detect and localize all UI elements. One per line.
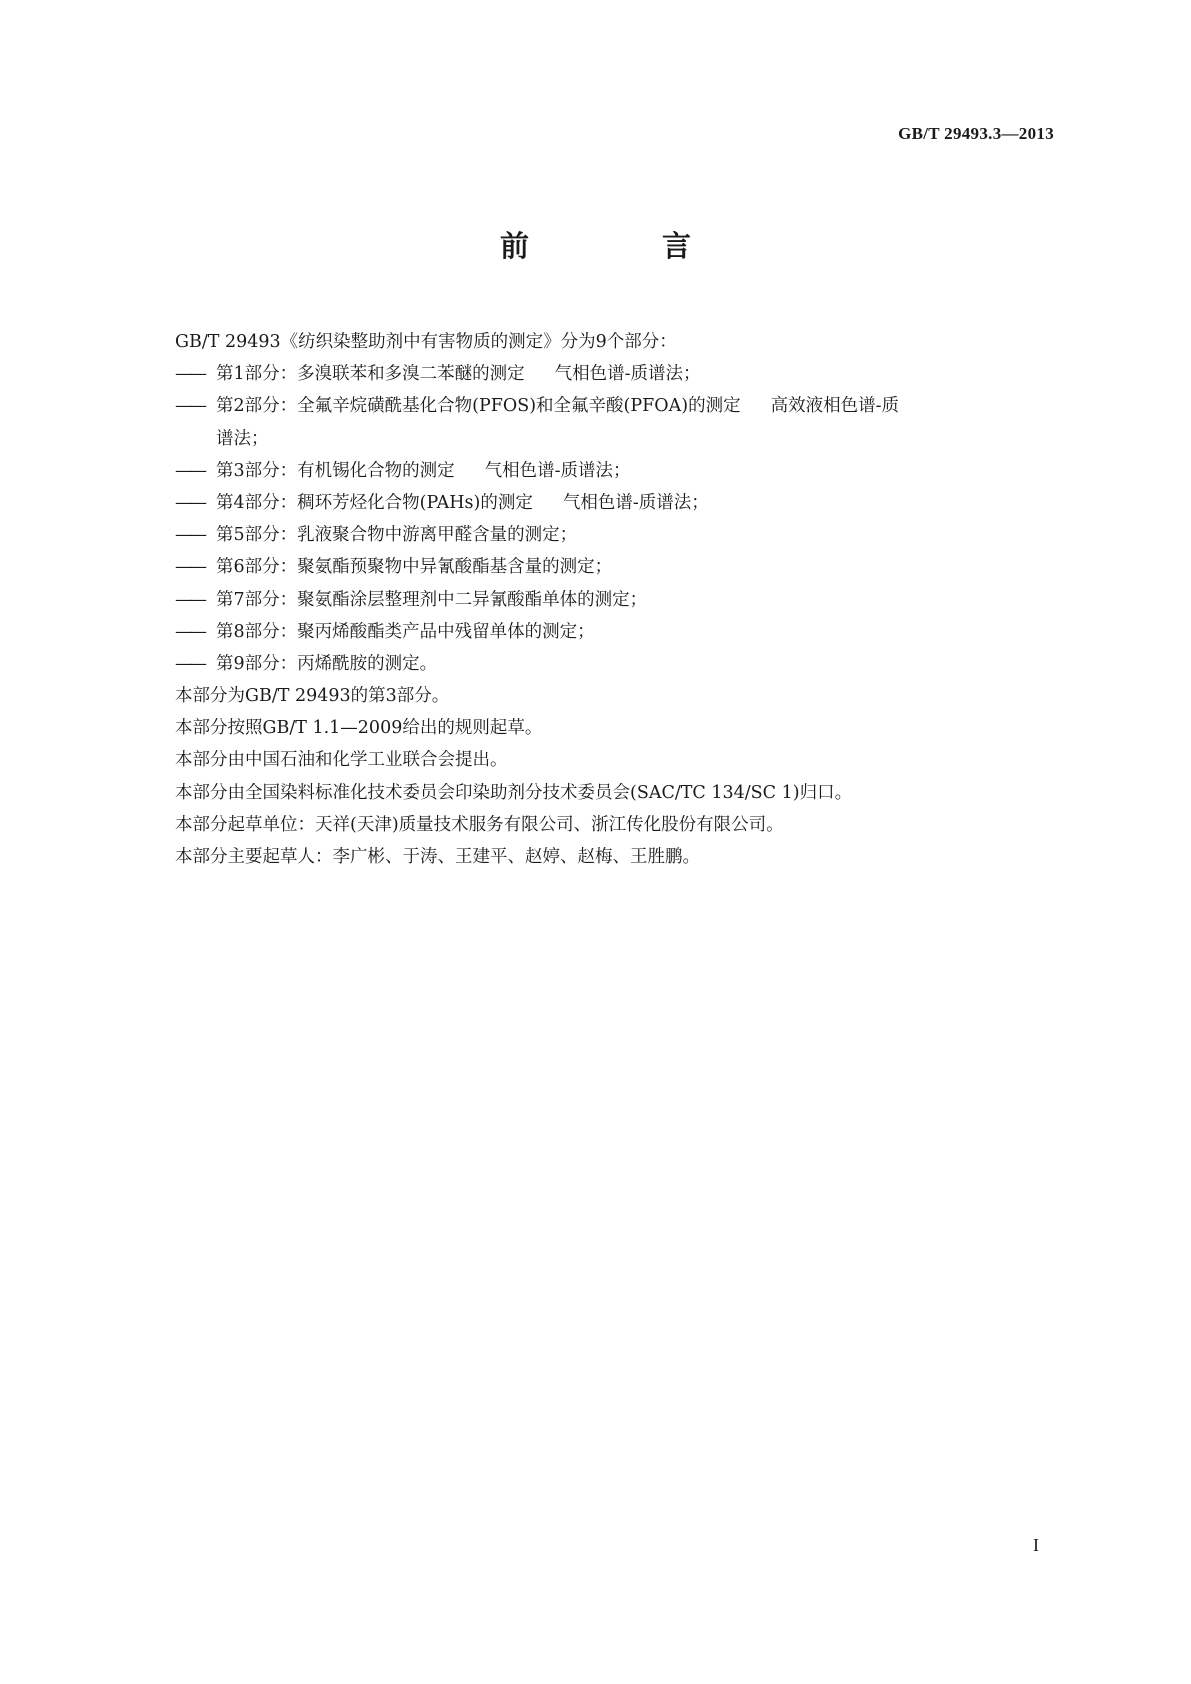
page-number: I: [1033, 1535, 1039, 1555]
part-item-1: [175, 358, 1075, 390]
part-item-8: [175, 616, 1075, 648]
statement-technical-committee: 本部分由全国染料标准化技术委员会印染助剂分技术委员会(SAC/TC 134/SC 1)归口。: [175, 782, 853, 803]
part-item-2: [175, 390, 1075, 422]
list-dash: ——: [175, 557, 204, 578]
list-dash: ——: [175, 492, 204, 513]
part-item-7: [175, 584, 1075, 616]
part-item-6: [175, 551, 1075, 583]
part-item-5: [175, 519, 1075, 551]
list-dash: ——: [175, 589, 204, 610]
part-method: 气相色谱-质谱法；: [484, 460, 631, 481]
part-text: 第9部分：丙烯酰胺的测定。: [216, 653, 438, 674]
statement-part-number: 本部分为GB/T 29493的第3部分。: [175, 686, 450, 707]
page-title: 前 言: [499, 229, 743, 263]
part-label: 第3部分：有机锡化合物的测定: [216, 460, 455, 481]
list-dash: ——: [175, 396, 204, 417]
part-item-9: [175, 648, 1075, 680]
part-method: 气相色谱-质谱法；: [554, 364, 701, 385]
part-text: 第8部分：聚丙烯酸酯类产品中残留单体的测定；: [216, 621, 595, 642]
list-dash: ——: [175, 525, 204, 546]
part-item-4: [175, 487, 1075, 519]
intro-paragraph: GB/T 29493《纺织染整助剂中有害物质的测定》分为9个部分：: [175, 332, 677, 352]
part-method: 高效液相色谱-质: [770, 396, 900, 417]
statement-drafting-units: 本部分起草单位：天祥(天津)质量技术服务有限公司、浙江传化股份有限公司。: [175, 814, 784, 835]
part-text: 第7部分：聚氨酯涂层整理剂中二异氰酸酯单体的测定；: [216, 589, 648, 610]
document-code: GB/T 29493.3—2013: [898, 124, 1054, 143]
part-text: 第5部分：乳液聚合物中游离甲醛含量的测定；: [216, 525, 578, 546]
part-method: 气相色谱-质谱法；: [562, 492, 709, 513]
foreword-body: [175, 326, 1075, 873]
part-label: 第1部分：多溴联苯和多溴二苯醚的测定: [216, 364, 525, 385]
part-label: 第4部分：稠环芳烃化合物(PAHs)的测定: [216, 492, 533, 513]
part-item-2-continuation: 谱法；: [216, 428, 269, 449]
list-dash: ——: [175, 364, 204, 385]
list-dash: ——: [175, 653, 204, 674]
list-dash: ——: [175, 460, 204, 481]
statement-drafters: 本部分主要起草人：李广彬、于涛、王建平、赵婷、赵梅、王胜鹏。: [175, 847, 700, 867]
part-item-3: [175, 455, 1075, 487]
part-label: 第2部分：全氟辛烷磺酰基化合物(PFOS)和全氟辛酸(PFOA)的测定: [216, 396, 741, 417]
statement-proposer: 本部分由中国石油和化学工业联合会提出。: [175, 750, 508, 771]
list-dash: ——: [175, 621, 204, 642]
statement-drafting-rules: 本部分按照GB/T 1.1—2009给出的规则起草。: [175, 718, 543, 739]
part-text: 第6部分：聚氨酯预聚物中异氰酸酯基含量的测定；: [216, 557, 613, 578]
